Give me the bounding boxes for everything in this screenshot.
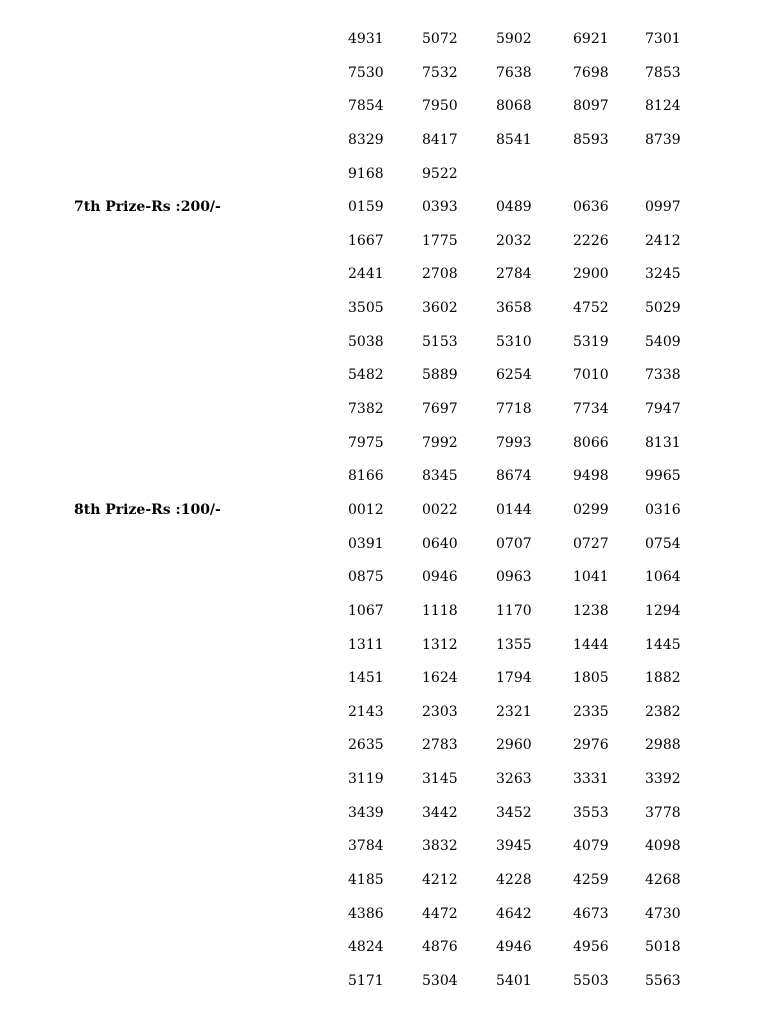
winning-number: 8068 [496,98,532,115]
winning-number: 0299 [573,501,609,518]
winning-number: 7992 [422,434,458,451]
result-row [0,291,759,325]
winning-number: 0707 [496,535,532,552]
winning-number: 3392 [645,771,681,788]
winning-number: 0997 [645,199,681,216]
winning-number: 0391 [348,535,384,552]
winning-number: 1445 [645,636,681,653]
winning-number: 5319 [573,333,609,350]
result-row [0,325,759,359]
winning-number: 5563 [645,972,681,989]
winning-number: 1355 [496,636,532,653]
winning-number: 5503 [573,972,609,989]
winning-number: 7530 [348,64,384,81]
winning-number: 1064 [645,569,681,586]
winning-number: 3263 [496,771,532,788]
winning-number: 5029 [645,300,681,317]
winning-number: 6921 [573,31,609,47]
winning-number: 8674 [496,468,532,485]
winning-number: 3832 [422,838,458,855]
winning-number: 9522 [422,165,458,182]
winning-number: 5310 [496,333,532,350]
winning-number: 5902 [496,31,532,47]
winning-number: 7638 [496,64,532,81]
winning-number: 8739 [645,131,681,148]
winning-number: 4259 [573,872,609,889]
winning-number: 4752 [573,300,609,317]
winning-number: 2303 [422,703,458,720]
winning-number: 3784 [348,838,384,855]
winning-number: 7975 [348,434,384,451]
winning-number: 7698 [573,64,609,81]
winning-number: 3945 [496,838,532,855]
winning-number: 1444 [573,636,609,653]
winning-number: 4212 [422,872,458,889]
winning-number: 1067 [348,602,384,619]
result-row [0,762,759,796]
winning-number: 4642 [496,905,532,922]
winning-number: 3505 [348,300,384,317]
winning-number: 7338 [645,367,681,384]
winning-number: 9168 [348,165,384,182]
winning-number: 4472 [422,905,458,922]
winning-number: 7993 [496,434,532,451]
winning-number: 3245 [645,266,681,283]
result-row [0,493,759,527]
winning-number: 0754 [645,535,681,552]
winning-number: 7734 [573,401,609,418]
winning-number: 8066 [573,434,609,451]
prize-category-label: 8th Prize-Rs :100/- [74,501,221,518]
winning-number: 2635 [348,737,384,754]
winning-number: 3145 [422,771,458,788]
winning-number: 1775 [422,232,458,249]
winning-number: 7853 [645,64,681,81]
result-row [0,661,759,695]
winning-number: 7947 [645,401,681,418]
winning-number: 8345 [422,468,458,485]
winning-number: 5889 [422,367,458,384]
winning-number: 0489 [496,199,532,216]
winning-number: 0316 [645,501,681,518]
winning-number: 0946 [422,569,458,586]
winning-number: 1294 [645,602,681,619]
winning-number: 2321 [496,703,532,720]
winning-number: 2143 [348,703,384,720]
winning-number: 8166 [348,468,384,485]
winning-number: 5018 [645,939,681,956]
winning-number: 7382 [348,401,384,418]
winning-number: 5038 [348,333,384,350]
winning-number: 5171 [348,972,384,989]
winning-number: 3452 [496,804,532,821]
winning-number: 2226 [573,232,609,249]
winning-number: 4931 [348,31,384,47]
winning-number: 2412 [645,232,681,249]
winning-number: 1312 [422,636,458,653]
winning-number: 2335 [573,703,609,720]
winning-number: 4228 [496,872,532,889]
result-row [0,628,759,662]
winning-number: 4730 [645,905,681,922]
winning-number: 3602 [422,300,458,317]
winning-number: 2708 [422,266,458,283]
result-row [0,459,759,493]
winning-number: 4956 [573,939,609,956]
winning-number: 3442 [422,804,458,821]
winning-number: 1238 [573,602,609,619]
winning-number: 0727 [573,535,609,552]
winning-number: 1794 [496,670,532,687]
winning-number: 5304 [422,972,458,989]
winning-number: 5401 [496,972,532,989]
result-row [0,560,759,594]
winning-number: 3331 [573,771,609,788]
winning-number: 2976 [573,737,609,754]
result-row [0,123,759,157]
result-row [0,224,759,258]
winning-number: 9498 [573,468,609,485]
winning-number: 2382 [645,703,681,720]
result-row [0,426,759,460]
winning-number: 1311 [348,636,384,653]
winning-number: 7950 [422,98,458,115]
result-row [0,56,759,90]
winning-number: 4386 [348,905,384,922]
result-row [0,930,759,964]
winning-number: 8593 [573,131,609,148]
winning-number: 2441 [348,266,384,283]
winning-number: 3778 [645,804,681,821]
winning-number: 9965 [645,468,681,485]
winning-number: 3658 [496,300,532,317]
winning-number: 8541 [496,131,532,148]
winning-number: 0022 [422,501,458,518]
winning-number: 0159 [348,199,384,216]
result-row [0,829,759,863]
result-row [0,257,759,291]
result-row [0,695,759,729]
winning-number: 0875 [348,569,384,586]
winning-number: 2900 [573,266,609,283]
winning-number: 5072 [422,31,458,47]
winning-number: 3119 [348,771,384,788]
winning-number: 1041 [573,569,609,586]
winning-number: 4185 [348,872,384,889]
result-row [0,358,759,392]
result-row [0,22,759,56]
result-row [0,796,759,830]
winning-number: 4268 [645,872,681,889]
winning-number: 1170 [496,602,532,619]
winning-number: 1882 [645,670,681,687]
winning-number: 0636 [573,199,609,216]
winning-number: 5153 [422,333,458,350]
winning-number: 8131 [645,434,681,451]
winning-number: 5409 [645,333,681,350]
winning-number: 4673 [573,905,609,922]
winning-number: 1667 [348,232,384,249]
winning-number: 1805 [573,670,609,687]
winning-number: 4098 [645,838,681,855]
winning-number: 8124 [645,98,681,115]
winning-number: 7718 [496,401,532,418]
result-row [0,157,759,191]
winning-number: 0393 [422,199,458,216]
winning-number: 7010 [573,367,609,384]
winning-number: 7697 [422,401,458,418]
result-row [0,527,759,561]
winning-number: 2960 [496,737,532,754]
winning-number: 3439 [348,804,384,821]
winning-number: 2784 [496,266,532,283]
winning-number: 0963 [496,569,532,586]
winning-number: 0640 [422,535,458,552]
winning-number: 5482 [348,367,384,384]
winning-number: 7301 [645,31,681,47]
result-row [0,89,759,123]
winning-number: 8329 [348,131,384,148]
winning-number: 1451 [348,670,384,687]
winning-number: 2032 [496,232,532,249]
result-row [0,190,759,224]
winning-number: 3553 [573,804,609,821]
result-row [0,594,759,628]
winning-number: 8097 [573,98,609,115]
winning-number: 7532 [422,64,458,81]
winning-number: 0144 [496,501,532,518]
winning-number: 4824 [348,939,384,956]
winning-number: 7854 [348,98,384,115]
winning-number: 4079 [573,838,609,855]
result-row [0,392,759,426]
winning-number: 8417 [422,131,458,148]
winning-number: 6254 [496,367,532,384]
winning-number: 1624 [422,670,458,687]
winning-number: 0012 [348,501,384,518]
prize-category-label: 7th Prize-Rs :200/- [74,199,221,216]
result-row [0,863,759,897]
result-row [0,728,759,762]
winning-number: 4946 [496,939,532,956]
winning-number: 4876 [422,939,458,956]
winning-number: 2783 [422,737,458,754]
prize-results-list [0,22,759,998]
result-row [0,897,759,931]
winning-number: 1118 [422,602,458,619]
result-row [0,964,759,998]
winning-number: 2988 [645,737,681,754]
